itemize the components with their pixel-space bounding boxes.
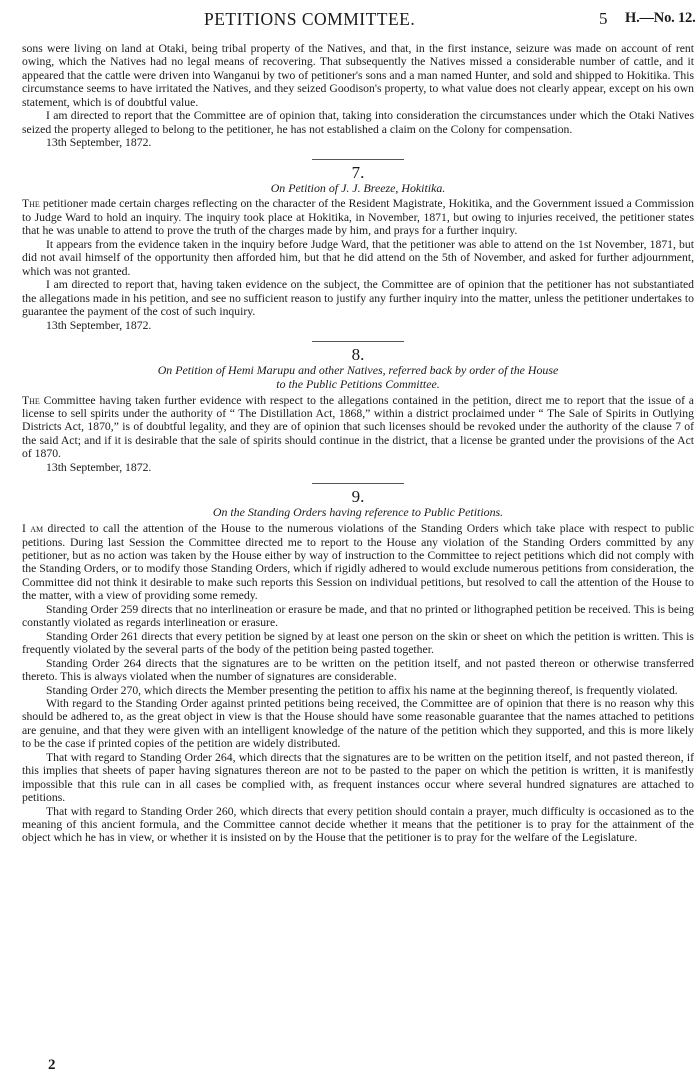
section-divider bbox=[312, 341, 404, 342]
section-7-date: 13th September, 1872. bbox=[46, 318, 152, 332]
section-9-paragraph-3: Standing Order 261 directs that every petition be signed by at least one person on the skin or sheet on which the petition is written. This is frequently violated by the several parts of the body of the petition being pasted together. bbox=[22, 629, 694, 657]
section-9-paragraph-5: Standing Order 270, which directs the Member presenting the petition to affix his name at the beginning thereof, is frequently violated. bbox=[46, 683, 678, 697]
section-9-paragraph-7: That with regard to Standing Order 264, which directs that the signatures are to be written on the petition itself, and not pasted thereon, if this implies that sheets of paper having signatures thereon are not to be pasted to the paper on which the petition is written, it is manifestly impossible that this rule can in all cases be complied with, as frequent instances occur where several hundred signatures are attached to petitions. bbox=[22, 750, 694, 805]
section-7-lead: The bbox=[22, 197, 40, 211]
intro-paragraph-1: sons were living on land at Otaki, being tribal property of the Natives, and that, in the first instance, seizure was made on account of rent owing, which the Natives had no legal means of recovering. That subsequently the Natives missed a considerable number of cattle, and it appeared that the cattle were driven into Wanganui by two of petitioner's sons and a man named Hunter, and sold and shipped to Hokitika. This circumstance seems to have irritated the Natives, and they seized Goodison's property, to what value does not clearly appear, except on his own statement, which is of doubtful value. bbox=[22, 42, 694, 109]
section-7-paragraph-1-text: petitioner made certain charges reflecting on the character of the Resident Magistrate, Hokitika, and the Government issued a Commission to Judge Ward to hold an inquiry. The inquiry took place at Hokitika, in November, 1871, but owing to injuries received, the petitioner states that he was unable to attend to prove the truth of the charges made by him, and prays for a further inquiry. bbox=[22, 197, 694, 238]
section-8-heading bbox=[22, 364, 694, 392]
section-9-paragraph-1-text: directed to call the attention of the House to the numerous violations of the Standing Orders which take place with respect to public petitions. During last Session the Committee directed me to report to the House any violation of the Standing Orders committed by any petitioner, but as no action was taken by the House either by way of instruction to the Committee to reject petitions which did not comply with the Standing Orders, or to modify those Standing Orders, which if rigidly adhered to would exclude numerous petitions from consideration, the Committee did not think it desirable to make such reports this Session on individual petitions, but resolved to call the attention of the House to the matter, with a view of providing some remedy. bbox=[22, 522, 694, 603]
section-9-number: 9. bbox=[351, 487, 365, 507]
section-9-paragraph-8: That with regard to Standing Order 260, which directs that every petition should contain a prayer, much difficulty is occasioned as to the meaning of this ancient formula, and the Committee cannot decide whether it means that the petitioner is to pray for the attainment of the object which he has in view, or whether it is insisted on by the House that the petitioner is to pray for the welfare of the Legislature. bbox=[22, 804, 694, 845]
section-7-paragraph-2: It appears from the evidence taken in the inquiry before Judge Ward, that the petitioner was able to attend on the 1st November, 1871, but did not avail himself of the opportunity then afforded him, but that he did attend on the 5th of November, and asked for further adjournment, which was not granted. bbox=[22, 237, 694, 278]
section-divider bbox=[312, 159, 404, 160]
section-9-paragraph-1 bbox=[22, 522, 694, 603]
paper-reference: H.—No. 12. bbox=[625, 10, 696, 26]
section-9-heading: On the Standing Orders having reference to Public Petitions. bbox=[212, 505, 504, 520]
page-header bbox=[0, 8, 700, 32]
section-8-heading-line-2: to the Public Petitions Committee. bbox=[276, 376, 440, 391]
section-7-paragraph-3: I am directed to report that, having taken evidence on the subject, the Committee are of opinion that the petitioner has not substantiated the allegations made in his petition, and see no sufficient reason to justify any further inquiry into the matter, unless the petitioner undertakes to guarantee the payment of the cost of such inquiry. bbox=[22, 278, 694, 319]
section-8-number: 8. bbox=[351, 344, 365, 364]
section-8-heading-line-1: On Petition of Hemi Marupu and other Natives, referred back by order of the House bbox=[157, 362, 559, 377]
document-body bbox=[22, 42, 694, 845]
section-8-lead: The bbox=[22, 393, 40, 407]
section-8-date: 13th September, 1872. bbox=[46, 460, 152, 474]
section-divider bbox=[312, 483, 404, 484]
section-9-paragraph-4: Standing Order 264 directs that the signatures are to be written on the petition itself, and not pasted thereon or otherwise transferred thereto. This is always violated when the number of signatures are considerable. bbox=[22, 656, 694, 684]
page-number: 5 bbox=[599, 9, 608, 28]
section-7-heading: On Petition of J. J. Breeze, Hokitika. bbox=[270, 180, 446, 195]
section-7-paragraph-1 bbox=[22, 197, 694, 237]
section-8-paragraph-1 bbox=[22, 394, 694, 461]
section-8-paragraph-1-text: Committee having taken further evidence with respect to the allegations contained in the petition, direct me to report that the issue of a license to sell spirits under the authority of “ The Distillation Act, 1868,” within a district proclaimed under “ The Sale of Spirits in Outlying Districts Act, 1870,” is of doubtful legality, and they are of opinion that such licenses should be revoked under the authority of the clause 7 of the said Act; and if it is desirable that the sale of spirits should continue in the district, that a license be granted under the provisions of the Act of 1870. bbox=[22, 393, 694, 461]
signature-mark: 2 bbox=[48, 1057, 56, 1073]
header-title: PETITIONS COMMITTEE. bbox=[204, 9, 416, 29]
section-9-lead: I am bbox=[22, 522, 44, 536]
intro-paragraph-2: I am directed to report that the Committee are of opinion that, taking into consideration the circumstances under which the Otaki Natives seized the property alleged to belong to the petitioner, he has not established a claim on the Colony for compensation. bbox=[22, 109, 694, 136]
intro-date: 13th September, 1872. bbox=[46, 136, 152, 150]
section-7-number: 7. bbox=[351, 162, 365, 182]
section-9-paragraph-2: Standing Order 259 directs that no interlineation or erasure be made, and that no printed or lithographed petition be received. This is being constantly violated as regards interlineation or erasure. bbox=[22, 602, 694, 630]
section-9-paragraph-6: With regard to the Standing Order against printed petitions being received, the Committee are of opinion that there is no reason why this should be adhered to, as the great object in view is that the House should have some reasonable guarantee that the names attached to petitions are genuine, and that they were given with an intelligent knowledge of the nature of the petition which they supported, and this is more likely to be the case if printed copies of the petition are widely distributed. bbox=[22, 696, 694, 751]
